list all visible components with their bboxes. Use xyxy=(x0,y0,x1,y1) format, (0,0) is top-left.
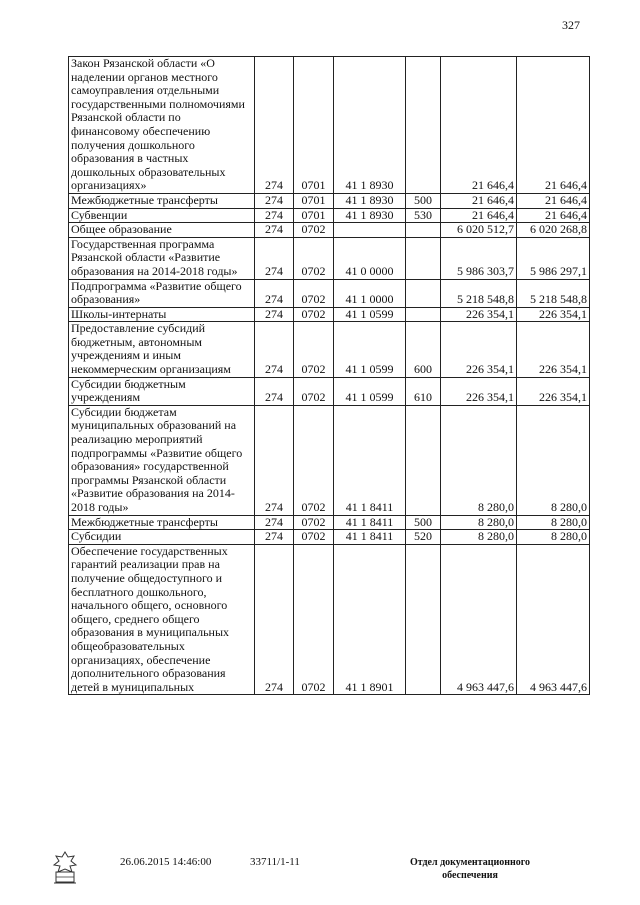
row-target-code xyxy=(334,223,406,238)
row-target-code: 41 1 0599 xyxy=(334,377,406,405)
row-ved-code: 274 xyxy=(255,530,294,545)
row-expense-type: 610 xyxy=(406,377,441,405)
row-section-code: 0702 xyxy=(294,237,334,279)
row-expense-type: 520 xyxy=(406,530,441,545)
row-name: Межбюджетные трансферты xyxy=(69,193,255,208)
row-name: Обеспечение государственных гарантий реализации прав на получение общедоступного и бесплатного дошкольного, начального общего, основного общего, среднего общего образования в муниципальных общеобразовательных организациях, обеспечение дополнительного образования детей в муниципальных xyxy=(69,544,255,695)
row-amount-1: 8 280,0 xyxy=(441,515,517,530)
row-section-code: 0701 xyxy=(294,57,334,194)
row-expense-type xyxy=(406,307,441,322)
row-section-code: 0702 xyxy=(294,322,334,377)
row-name: Подпрограмма «Развитие общего образования» xyxy=(69,279,255,307)
table-row xyxy=(69,405,590,515)
table-row xyxy=(69,515,590,530)
row-ved-code: 274 xyxy=(255,57,294,194)
row-section-code: 0702 xyxy=(294,544,334,695)
row-section-code: 0701 xyxy=(294,193,334,208)
row-amount-2: 8 280,0 xyxy=(517,515,590,530)
row-ved-code: 274 xyxy=(255,193,294,208)
row-target-code: 41 1 8930 xyxy=(334,57,406,194)
row-amount-1: 8 280,0 xyxy=(441,405,517,515)
table-row xyxy=(69,57,590,194)
table-row xyxy=(69,530,590,545)
table-row xyxy=(69,223,590,238)
row-amount-1: 21 646,4 xyxy=(441,208,517,223)
row-ved-code: 274 xyxy=(255,279,294,307)
footer-department-line2: обеспечения xyxy=(442,870,498,881)
row-amount-2: 5 986 297,1 xyxy=(517,237,590,279)
row-amount-2: 5 218 548,8 xyxy=(517,279,590,307)
row-target-code: 41 0 0000 xyxy=(334,237,406,279)
row-name: Закон Рязанской области «О наделении органов местного самоуправления отдельными государственными полномочиями Рязанской области по финансовому обеспечению получения дошкольного образования в частных дошкольных образовательных организациях» xyxy=(69,57,255,194)
row-name: Субвенции xyxy=(69,208,255,223)
row-expense-type: 530 xyxy=(406,208,441,223)
row-expense-type xyxy=(406,57,441,194)
row-target-code: 41 1 8411 xyxy=(334,405,406,515)
row-ved-code: 274 xyxy=(255,377,294,405)
row-target-code: 41 1 8930 xyxy=(334,193,406,208)
row-name: Школы-интернаты xyxy=(69,307,255,322)
row-amount-2: 8 280,0 xyxy=(517,405,590,515)
row-section-code: 0702 xyxy=(294,279,334,307)
row-section-code: 0702 xyxy=(294,307,334,322)
table-row xyxy=(69,377,590,405)
row-amount-1: 226 354,1 xyxy=(441,307,517,322)
footer-doc-code: 33711/1-11 xyxy=(250,856,300,868)
footer-datetime: 26.06.2015 14:46:00 xyxy=(120,856,212,868)
row-target-code: 41 1 8411 xyxy=(334,515,406,530)
row-name: Межбюджетные трансферты xyxy=(69,515,255,530)
footer-department xyxy=(395,856,545,882)
table-row xyxy=(69,237,590,279)
row-amount-2: 6 020 268,8 xyxy=(517,223,590,238)
row-section-code: 0702 xyxy=(294,530,334,545)
row-section-code: 0702 xyxy=(294,405,334,515)
row-name: Общее образование xyxy=(69,223,255,238)
row-expense-type xyxy=(406,223,441,238)
row-ved-code: 274 xyxy=(255,322,294,377)
row-ved-code: 274 xyxy=(255,544,294,695)
row-name: Субсидии xyxy=(69,530,255,545)
row-amount-2: 226 354,1 xyxy=(517,377,590,405)
row-amount-2: 8 280,0 xyxy=(517,530,590,545)
row-amount-1: 5 218 548,8 xyxy=(441,279,517,307)
table-row xyxy=(69,544,590,695)
table-row xyxy=(69,307,590,322)
row-amount-1: 21 646,4 xyxy=(441,193,517,208)
row-section-code: 0702 xyxy=(294,223,334,238)
table-row xyxy=(69,322,590,377)
row-target-code: 41 1 8411 xyxy=(334,530,406,545)
row-section-code: 0702 xyxy=(294,377,334,405)
row-amount-1: 4 963 447,6 xyxy=(441,544,517,695)
row-ved-code: 274 xyxy=(255,208,294,223)
row-section-code: 0701 xyxy=(294,208,334,223)
page-number: 327 xyxy=(562,18,580,32)
row-ved-code: 274 xyxy=(255,515,294,530)
table-row xyxy=(69,208,590,223)
row-amount-1: 226 354,1 xyxy=(441,322,517,377)
row-ved-code: 274 xyxy=(255,237,294,279)
row-expense-type xyxy=(406,279,441,307)
row-amount-2: 4 963 447,6 xyxy=(517,544,590,695)
row-target-code: 41 1 0599 xyxy=(334,307,406,322)
row-name: Субсидии бюджетам муниципальных образований на реализацию мероприятий подпрограммы «Развитие общего образования» государственной программы Рязанской области «Развитие образования на 2014-2018 годы» xyxy=(69,405,255,515)
row-amount-2: 226 354,1 xyxy=(517,307,590,322)
row-expense-type xyxy=(406,544,441,695)
row-target-code: 41 1 0599 xyxy=(334,322,406,377)
coat-of-arms-icon xyxy=(50,850,80,886)
row-expense-type: 500 xyxy=(406,515,441,530)
row-amount-2: 21 646,4 xyxy=(517,57,590,194)
row-expense-type: 500 xyxy=(406,193,441,208)
row-ved-code: 274 xyxy=(255,405,294,515)
row-target-code: 41 1 8930 xyxy=(334,208,406,223)
row-name: Субсидии бюджетным учреждениям xyxy=(69,377,255,405)
row-amount-1: 6 020 512,7 xyxy=(441,223,517,238)
row-section-code: 0702 xyxy=(294,515,334,530)
row-name: Предоставление субсидий бюджетным, автономным учреждениям и иным некоммерческим организациям xyxy=(69,322,255,377)
row-expense-type xyxy=(406,237,441,279)
row-name: Государственная программа Рязанской области «Развитие образования на 2014-2018 годы» xyxy=(69,237,255,279)
row-target-code: 41 1 8901 xyxy=(334,544,406,695)
row-amount-2: 21 646,4 xyxy=(517,208,590,223)
table-row xyxy=(69,279,590,307)
row-ved-code: 274 xyxy=(255,223,294,238)
row-amount-1: 226 354,1 xyxy=(441,377,517,405)
row-amount-2: 21 646,4 xyxy=(517,193,590,208)
row-ved-code: 274 xyxy=(255,307,294,322)
budget-table-body xyxy=(69,57,590,695)
row-amount-1: 8 280,0 xyxy=(441,530,517,545)
row-amount-2: 226 354,1 xyxy=(517,322,590,377)
table-row xyxy=(69,193,590,208)
row-amount-1: 21 646,4 xyxy=(441,57,517,194)
footer-department-line1: Отдел документационного xyxy=(409,857,531,868)
row-expense-type: 600 xyxy=(406,322,441,377)
row-target-code: 41 1 0000 xyxy=(334,279,406,307)
row-amount-1: 5 986 303,7 xyxy=(441,237,517,279)
row-expense-type xyxy=(406,405,441,515)
budget-table xyxy=(68,56,590,695)
